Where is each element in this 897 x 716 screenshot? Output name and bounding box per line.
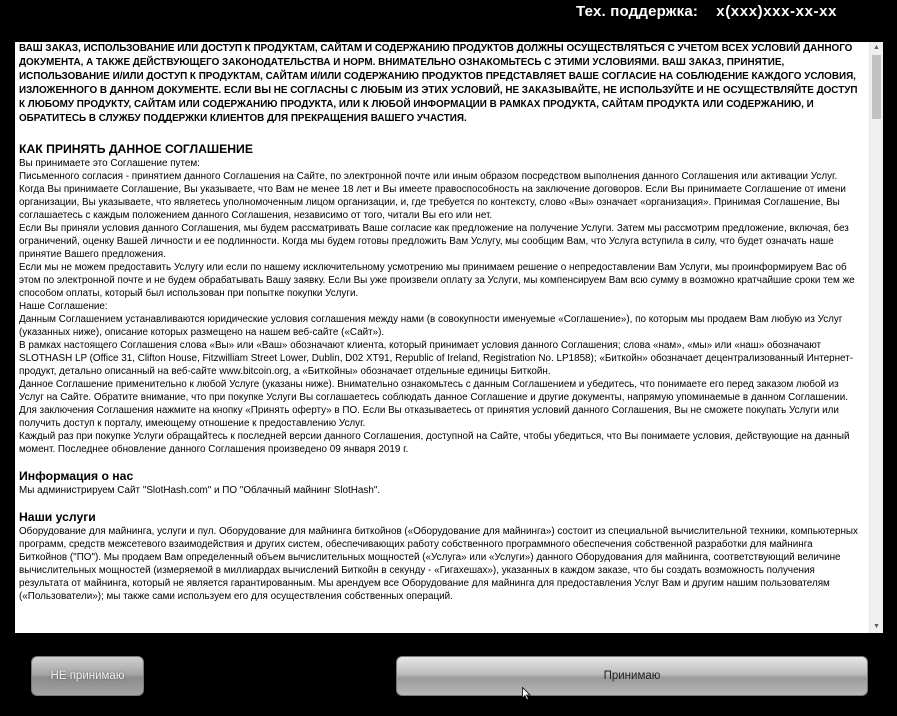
section-title-our-services: Наши услуги — [19, 509, 96, 524]
scrollbar-thumb[interactable] — [872, 55, 881, 119]
paragraph: Если мы не можем предоставить Услугу или если по нашему исключительному усмотрению мы принимаем решение о непредоставлении Вам Услуги, мы проинформируем Вас об этом по электронной почте и не будем обрабатывать Вашу заявку. Если Вы уже произвели оплату за Услуги, мы компенсируем Вам всю сумму в возможно кратчайшие сроки тем же способом оплаты, который был использован при попытке покупки Услуги. — [19, 261, 855, 299]
decline-button[interactable]: НЕ принимаю — [31, 656, 144, 696]
mouse-cursor-icon — [522, 687, 532, 701]
paragraph: Каждый раз при покупке Услуги обращайтесь к последней версии данного Соглашения, доступной на Сайте, чтобы убедиться, что Вы понимаете условия, действующие на данный момент. Последнее обновление данного Соглашения произведено 09 января 2019 г. — [19, 430, 850, 455]
section-title-about-us: Информация о нас — [19, 468, 134, 483]
support-label: Тех. поддержка: — [576, 3, 699, 20]
section-title-accept-agreement: КАК ПРИНЯТЬ ДАННОЕ СОГЛАШЕНИЕ — [19, 141, 253, 156]
paragraph: Письменного согласия - принятием данного Соглашения на Сайте, по электронной почте или иным образом посредством выполнения данного Соглашения или активации Услуг. — [19, 170, 838, 182]
scroll-down-arrow-icon[interactable]: ▼ — [873, 623, 880, 630]
scroll-up-arrow-icon[interactable]: ▲ — [873, 44, 880, 51]
paragraph: Данное Соглашение применительно к любой Услуге (указаны ниже). Внимательно ознакомьтесь с данным Соглашением и убедитесь, что понимаете его перед заказом любой из Услуг на Сайте. Обратите внимание, что при покупке Услуги Вы соглашаетесь соблюдать данное Соглашение и другие документы, напрямую упоминаемые в данном Соглашении. Для заключения Соглашения нажмите на кнопку «Принять оферту» в ПО. Если Вы отказываетесь от принятия условий данного Соглашения, Вы не сможете покупать Услуги или получить доступ к порталу, имеющему отношение к предоставлению Услуг. — [19, 378, 848, 429]
paragraph: Вы принимаете это Соглашение путем: — [19, 157, 200, 169]
support-phone: x(xxx)xxx-xx-xx — [716, 3, 838, 20]
agreement-panel — [15, 42, 883, 633]
vertical-scrollbar[interactable] — [869, 42, 883, 633]
paragraph: Если Вы приняли условия данного Соглашения, мы будем рассматривать Ваше согласие как предложение на получение Услуги. Затем мы рассмотрим предложение, включая, без ограничений, оценку Вашей личности и ее подлинности. Когда мы будем готовы предложить Вам Услугу, мы сообщим Вам, что Услуга вступила в силу, что будет означать наше принятие Вашего предложения. — [19, 222, 849, 260]
paragraph: Данным Соглашением устанавливаются юридические условия соглашения между нами (в совокупности именуемые «Соглашение»), по которым мы продаем Вам любую из Услуг (указанных ниже), описание которых размещено на нашем веб-сайте («Сайт»). — [19, 313, 843, 338]
accept-button[interactable]: Принимаю — [396, 656, 868, 696]
paragraph: В рамках настоящего Соглашения слова «Вы» или «Ваш» обозначают клиента, который принимает условия данного Соглашения; слова «нам», «мы» или «наш» обозначают SLOTHASH LP (Office 31, Clifton House, Fitzwilliam Street Lower, Dublin, D02 XT91, Republic of Ireland, Registration No. LP1858); «Биткойн» обозначает децентрализованный Интернет-продукт, детально описанный на веб-сайте www.bitcoin.org, а «Биткойны» обозначает отдельные единицы Биткойн. — [19, 339, 854, 377]
agreement-text-area[interactable] — [15, 42, 869, 633]
paragraph: Когда Вы принимаете Соглашение, Вы указываете, что Вам не менее 18 лет и Вы имеете правоспособность на заключение договоров. Если Вы принимаете Соглашение от имени организации, Вы указываете, что являетесь уполномоченным лицом организации, и, где требуется по контексту, слово «Вы» означает «организация». Принимая Соглашение, Вы соглашаетесь с каждым положением данного Соглашения, независимо от того, читали Вы его или нет. — [19, 183, 846, 221]
paragraph: Наше Соглашение: — [19, 300, 108, 312]
paragraph: Мы администрируем Сайт "SlotHash.com" и ПО "Облачный майнинг SlotHash". — [19, 484, 381, 496]
legal-warning: ВАШ ЗАКАЗ, ИСПОЛЬЗОВАНИЕ ИЛИ ДОСТУП К ПРОДУКТАМ, САЙТАМ И СОДЕРЖАНИЮ ПРОДУКТОВ ДОЛЖНЫ ОСУЩЕСТВЛЯТЬСЯ С УЧЕТОМ ВСЕХ УСЛОВИЙ ДАННОГО ДОКУМЕНТА, А ТАКЖЕ ДЕЙСТВУЮЩЕГО ЗАКОНОДАТЕЛЬСТВА И НОРМ. ВНИМАТЕЛЬНО ОЗНАКОМЬТЕСЬ С ЭТИМИ УСЛОВИЯМИ. ВАШ ЗАКАЗ, ПРИНЯТИЕ, ИСПОЛЬЗОВАНИЕ И/ИЛИ ДОСТУП К ПРОДУКТАМ, САЙТАМ И/ИЛИ СОДЕРЖАНИЮ ПРОДУКТОВ ПРЕДСТАВЛЯЕТ ВАШЕ СОГЛАСИЕ НА СОБЛЮДЕНИЕ КАЖДОГО УСЛОВИЯ, ИЗЛОЖЕННОГО В ДАННОМ ДОКУМЕНТЕ. ЕСЛИ ВЫ НЕ СОГЛАСНЫ С ЛЮБЫМ ИЗ ЭТИХ УСЛОВИЙ, НЕ ЗАКАЗЫВАЙТЕ, НЕ ИСПОЛЬЗУЙТЕ И НЕ ОСУЩЕСТВЛЯЙТЕ ДОСТУП К ЛЮБОМУ ПРОДУКТУ, САЙТАМ ИЛИ СОДЕРЖАНИЮ ПРОДУКТА, ИЛИ К ЛЮБОЙ ИНФОРМАЦИИ В РАМКАХ ПРОДУКТА, САЙТАМ ПРОДУКТА ИЛИ СОДЕРЖАНИЮ, И ОБРАТИТЕСЬ В СЛУЖБУ ПОДДЕРЖКИ КЛИЕНТОВ ДЛЯ ПРЕКРАЩЕНИЯ ВАШЕГО УЧАСТИЯ. — [19, 43, 858, 125]
tech-support-header — [576, 3, 876, 23]
paragraph: Оборудование для майнинга, услуги и пул. Оборудование для майнинга биткойнов («Оборудование для майнинга») состоит из специальной вычислительной техники, компьютерных программ, средств межсетевого взаимодействия и других систем, обеспечивающих работу собственного программного обеспечения собственной разработки для майнинга Биткойнов ("ПО"). Мы продаем Вам определенный объем вычислительных мощностей («Услуга» или «Услуги») данного Оборудования для майнинга, соответствующий величине вычислительных мощностей (измеряемой в миллиардах вычислений Биткойн в секунду - «Гигахешах»), указанных в каждом заказе, что бы создать возможность получения результата от майнинга, который не является гарантированным. Мы арендуем все Оборудование для майнинга для предоставления Услуг Вам и другим нашим пользователям («Пользователи»); мы также сами используем его для осуществления собственных операций. — [19, 525, 858, 602]
